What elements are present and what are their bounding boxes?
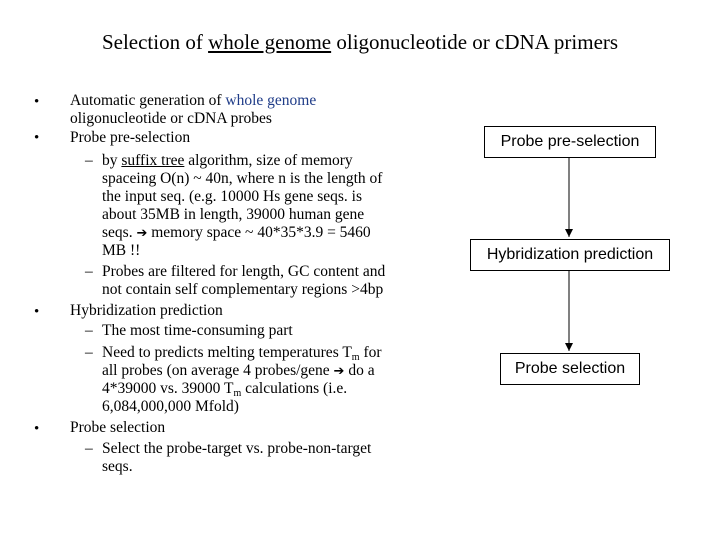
flow-box-probe-selection: Probe selection (500, 353, 640, 385)
bullet-2-sub-2-line-2: not contain self complementary regions >4bp (102, 281, 384, 298)
bullet-1-line-1: Automatic generation of whole genome (70, 92, 317, 109)
bullet-dot: • (34, 94, 40, 110)
title-underlined-text: whole genome (208, 30, 332, 54)
bullet-2-sub-1-line-2: spaceing O(n) ~ 40n, where n is the length of (102, 170, 383, 187)
bullet-2-sub-1-line-5: seqs. ➔ memory space ~ 40*35*3.9 = 5460 (102, 224, 371, 241)
bullet-2-sub-1-line-1: by suffix tree algorithm, size of memory (102, 152, 353, 169)
arrow-right-icon: ➔ (136, 226, 148, 241)
title-text-end: oligonucleotide or cDNA primers (331, 30, 619, 54)
sub-dash: – (85, 152, 93, 169)
arrow-right-icon: ➔ (333, 364, 345, 379)
bullet-2-sub-1-line-3: the input seq. (e.g. 10000 Hs gene seqs. is (102, 188, 363, 205)
bullet-dot: • (34, 130, 40, 146)
sub-dash: – (85, 344, 93, 361)
bullet-4-sub-1-line-2: seqs. (102, 458, 133, 475)
bullet-3-sub-1: The most time-consuming part (102, 322, 293, 339)
bullet-3-line-1: Hybridization prediction (70, 302, 223, 319)
sub-dash: – (85, 322, 93, 339)
sub-dash: – (85, 263, 93, 280)
bullet-3-sub-2-line-2: all probes (on average 4 probes/gene ➔ do a (102, 362, 375, 379)
bullet-dot: • (34, 304, 40, 320)
title-text: Selection of (101, 30, 209, 54)
bullet-1-line-2: oligonucleotide or cDNA probes (70, 110, 272, 127)
bullet-2-sub-2-line-1: Probes are filtered for length, GC content and (102, 263, 386, 280)
bullet-3-sub-2-line-1: Need to predicts melting temperatures $T_m$ for (102, 344, 382, 363)
bullet-dot: • (34, 421, 40, 437)
bullet-4-sub-1-line-1: Select the probe-target vs. probe-non-target (102, 440, 372, 457)
bullet-2-sub-1-line-4: about 35MB in length, 39000 human gene (102, 206, 365, 223)
bullet-4-line-1: Probe selection (70, 419, 166, 436)
bullet-2-line-1: Probe pre-selection (70, 129, 191, 146)
highlight-text: whole genome (225, 92, 317, 109)
bullet-3-sub-2-line-4: 6,084,000,000 Mfold) (102, 398, 239, 415)
underlined-term: suffix tree (121, 152, 185, 169)
flow-box-hybridization-prediction: Hybridization prediction (470, 239, 670, 271)
bullet-3-sub-2-line-3: 4*39000 vs. 39000 $T_m$ calculations (i.e. (102, 380, 348, 399)
bullet-2-sub-1-line-6: MB !! (102, 242, 141, 259)
sub-dash: – (85, 440, 93, 457)
flow-box-probe-pre-selection: Probe pre-selection (484, 126, 656, 158)
